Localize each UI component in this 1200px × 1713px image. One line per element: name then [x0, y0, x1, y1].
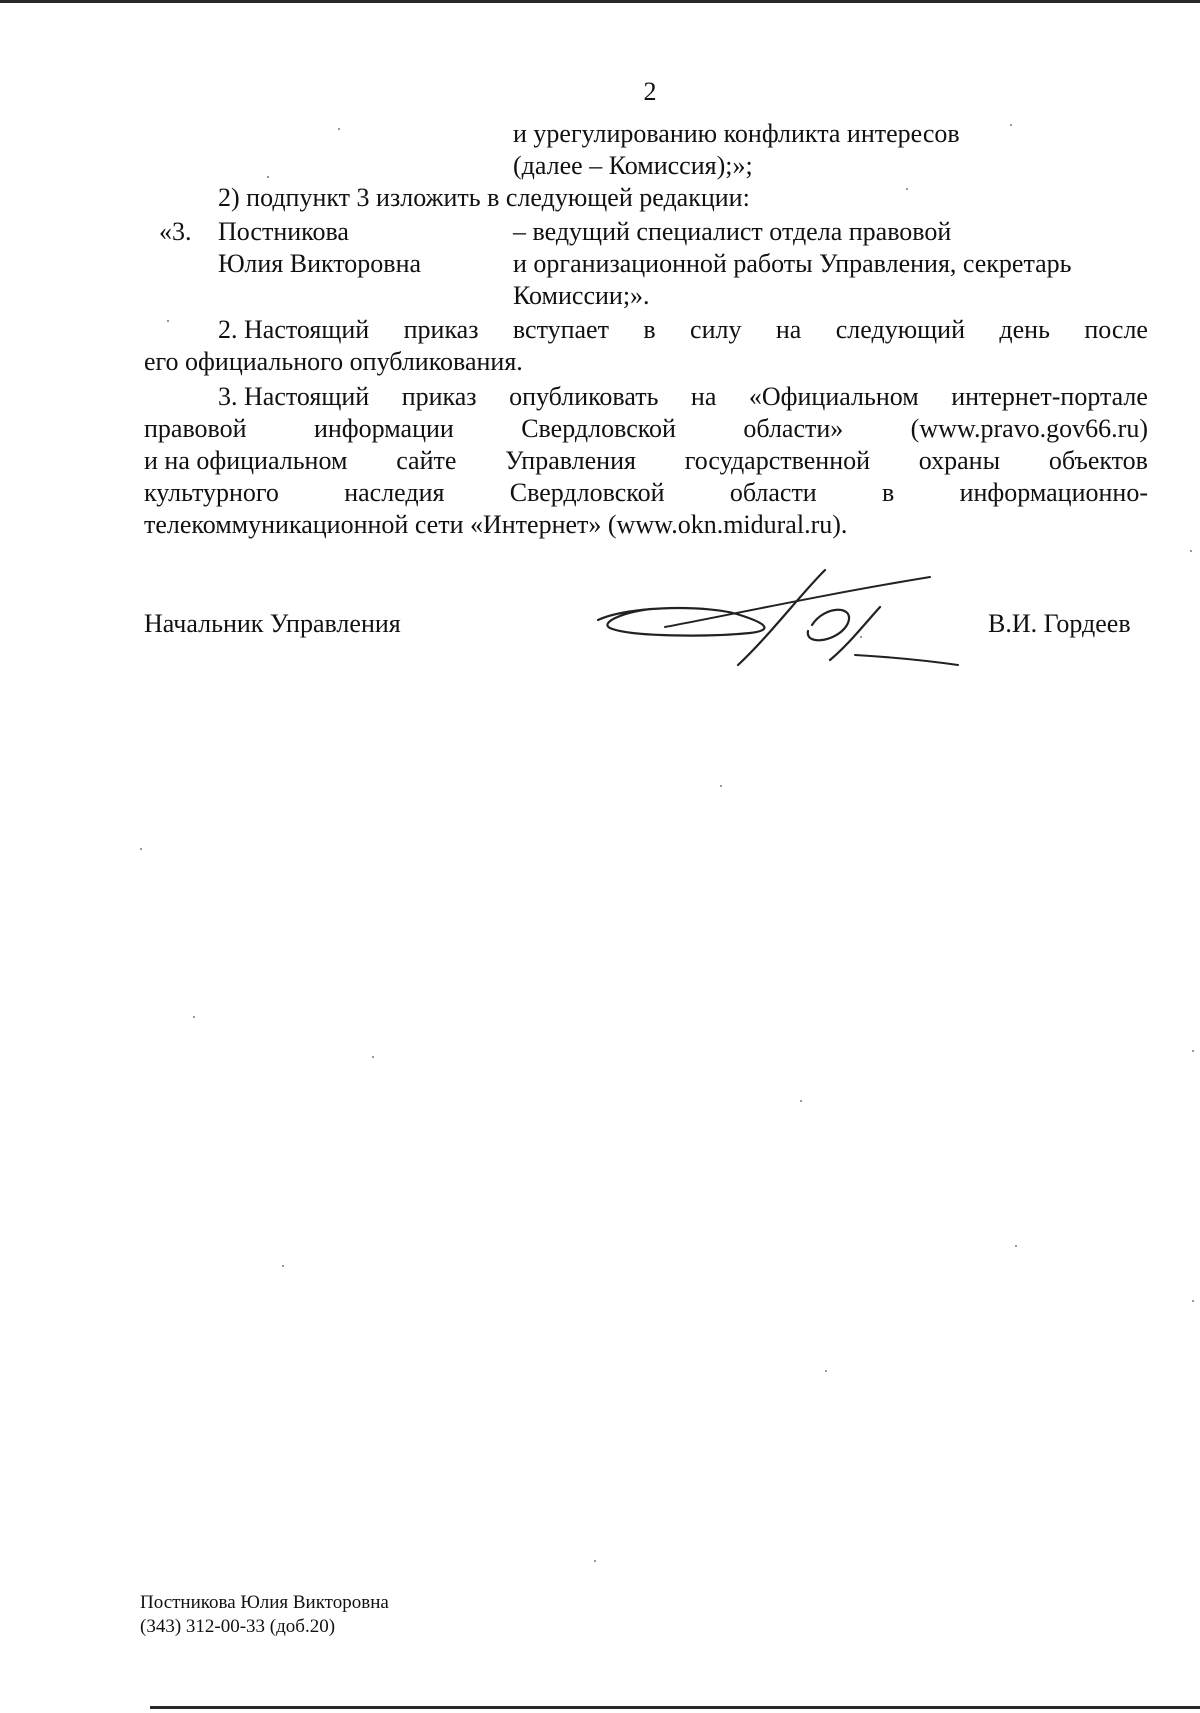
paragraph-3-line-2	[144, 413, 1148, 445]
handwritten-signature	[590, 565, 970, 675]
paragraph-3-word: охраны	[918, 446, 1001, 475]
paragraph-2-word: день	[999, 315, 1050, 344]
paragraph-3-word: на	[690, 382, 717, 411]
subitem-heading: 2) подпункт 3 изложить в следующей редакции:	[218, 183, 750, 212]
paragraph-3-word: Свердловской	[521, 414, 676, 443]
signatory-position: Начальник Управления	[144, 609, 401, 638]
subitem-number: «3.	[159, 217, 192, 246]
scan-speck	[282, 1265, 284, 1267]
continuation-line-1: и урегулированию конфликта интересов	[513, 119, 960, 148]
paragraph-2-word: приказ	[403, 315, 479, 344]
paragraph-3-line-3	[144, 445, 1148, 477]
continuation-line-2: (далее – Комиссия);»;	[513, 151, 753, 180]
paragraph-3-word: (www.pravo.gov66.ru)	[910, 414, 1148, 443]
member-first-names: Юлия Викторовна	[218, 249, 422, 278]
scan-speck	[1010, 124, 1012, 126]
scan-speck	[906, 188, 908, 190]
paragraph-3-word: правовой	[144, 414, 247, 443]
paragraph-3-word: и на официальном	[144, 446, 348, 475]
scan-speck	[720, 785, 722, 787]
executor-name: Постникова Юлия Викторовна	[140, 1592, 389, 1613]
paragraph-3-word: информационно-	[959, 478, 1148, 507]
paragraph-2-word: после	[1084, 315, 1148, 344]
paragraph-3-word: наследия	[344, 478, 445, 507]
paragraph-3-word: опубликовать	[509, 382, 659, 411]
paragraph-3-word: объектов	[1048, 446, 1148, 475]
paragraph-3-word: области»	[743, 414, 844, 443]
paragraph-3-word: сайте	[396, 446, 457, 475]
executor-phone: (343) 312-00-33 (доб.20)	[140, 1616, 336, 1637]
paragraph-3-word: информации	[313, 414, 454, 443]
scan-speck	[140, 848, 142, 850]
scan-top-edge	[0, 0, 1200, 3]
scan-speck	[167, 320, 169, 322]
member-role-line-3: Комиссии;».	[513, 281, 650, 310]
paragraph-2-line-2: его официального опубликования.	[144, 347, 523, 376]
paragraph-3-word: интернет-портале	[951, 382, 1148, 411]
scan-speck	[372, 1056, 374, 1058]
paragraph-3-word: 3. Настоящий	[218, 382, 370, 411]
paragraph-2-word: 2. Настоящий	[218, 315, 370, 344]
scan-speck	[800, 1100, 802, 1102]
paragraph-3-line-1	[218, 381, 1148, 413]
scan-speck	[267, 176, 269, 178]
scan-bottom-edge	[150, 1706, 1200, 1709]
scan-speck	[193, 1016, 195, 1018]
scan-speck	[594, 1560, 596, 1562]
paragraph-3-word: Управления	[505, 446, 636, 475]
paragraph-2-word: в	[643, 315, 656, 344]
paragraph-2-word: силу	[690, 315, 742, 344]
member-role-line-1: – ведущий специалист отдела правовой	[513, 217, 952, 246]
scan-speck	[1015, 1245, 1017, 1247]
scan-speck	[1192, 1050, 1194, 1052]
paragraph-3-word: Свердловской	[509, 478, 665, 507]
paragraph-2-word: на	[775, 315, 802, 344]
paragraph-3-word: приказ	[401, 382, 477, 411]
paragraph-2-line-1	[218, 314, 1148, 346]
scan-speck	[1192, 1300, 1194, 1302]
scan-speck	[825, 1370, 827, 1372]
paragraph-3-word: государственной	[684, 446, 871, 475]
paragraph-2-word: вступает	[512, 315, 609, 344]
member-surname: Постникова	[218, 217, 349, 246]
paragraph-3-word: «Официальном	[748, 382, 919, 411]
member-role-line-2: и организационной работы Управления, секретарь	[513, 249, 1072, 278]
paragraph-3-word: в	[882, 478, 895, 507]
signer-name: В.И. Гордеев	[988, 609, 1131, 638]
scan-speck	[1190, 550, 1192, 552]
paragraph-3-line-5: телекоммуникационной сети «Интернет» (www.okn.midural.ru).	[144, 510, 848, 539]
scan-speck	[338, 128, 340, 130]
paragraph-3-line-4	[144, 477, 1148, 509]
page-number: 2	[643, 77, 657, 106]
paragraph-2-word: следующий	[835, 315, 965, 344]
paragraph-3-word: культурного	[144, 478, 279, 507]
scan-speck	[860, 636, 862, 638]
paragraph-3-word: области	[729, 478, 817, 507]
